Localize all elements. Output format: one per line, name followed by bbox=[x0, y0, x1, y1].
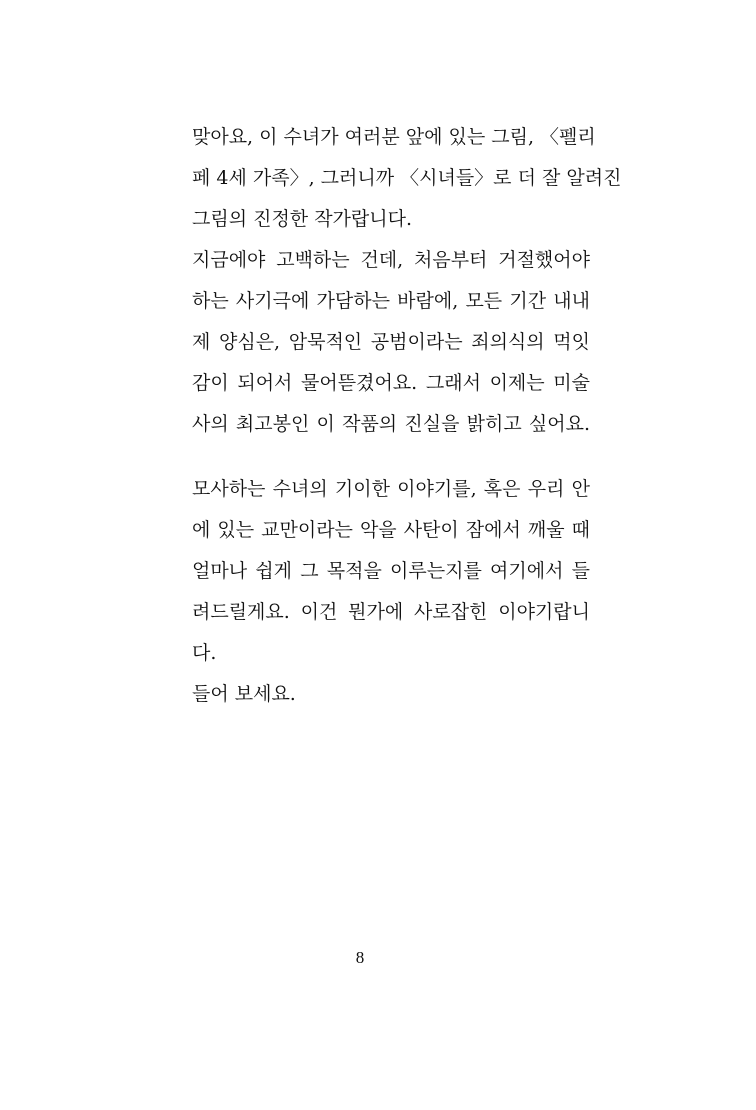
text-line: 사의 최고봉인 이 작품의 진실을 밝히고 싶어요. bbox=[192, 413, 590, 435]
text-line: 들어 보세요. bbox=[192, 683, 296, 705]
text-line: 감이 되어서 물어뜯겼어요. 그래서 이제는 미술 bbox=[192, 372, 590, 394]
text-line: 하는 사기극에 가담하는 바람에, 모든 기간 내내 bbox=[192, 290, 590, 312]
text-line: 제 양심은, 암묵적인 공범이라는 죄의식의 먹잇 bbox=[192, 331, 590, 353]
text-line: 얼마나 쉽게 그 목적을 이루는지를 여기에서 들 bbox=[192, 560, 590, 582]
text-line: 에 있는 교만이라는 악을 사탄이 잠에서 깨울 때 bbox=[192, 519, 590, 541]
text-line: 모사하는 수녀의 기이한 이야기를, 혹은 우리 안 bbox=[192, 478, 590, 500]
text-line: 다. bbox=[192, 642, 217, 664]
text-line: 맞아요, 이 수녀가 여러분 앞에 있는 그림, 〈펠리 bbox=[192, 126, 596, 148]
text-line: 그림의 진정한 작가랍니다. bbox=[192, 208, 413, 230]
page-number: 8 bbox=[355, 948, 365, 967]
text-line: 지금에야 고백하는 건데, 처음부터 거절했어야 bbox=[192, 249, 590, 271]
text-line: 페 4세 가족〉, 그러니까 〈시녀들〉로 더 잘 알려진 bbox=[192, 167, 622, 189]
text-line: 려드릴게요. 이건 뭔가에 사로잡힌 이야기랍니 bbox=[192, 601, 590, 623]
